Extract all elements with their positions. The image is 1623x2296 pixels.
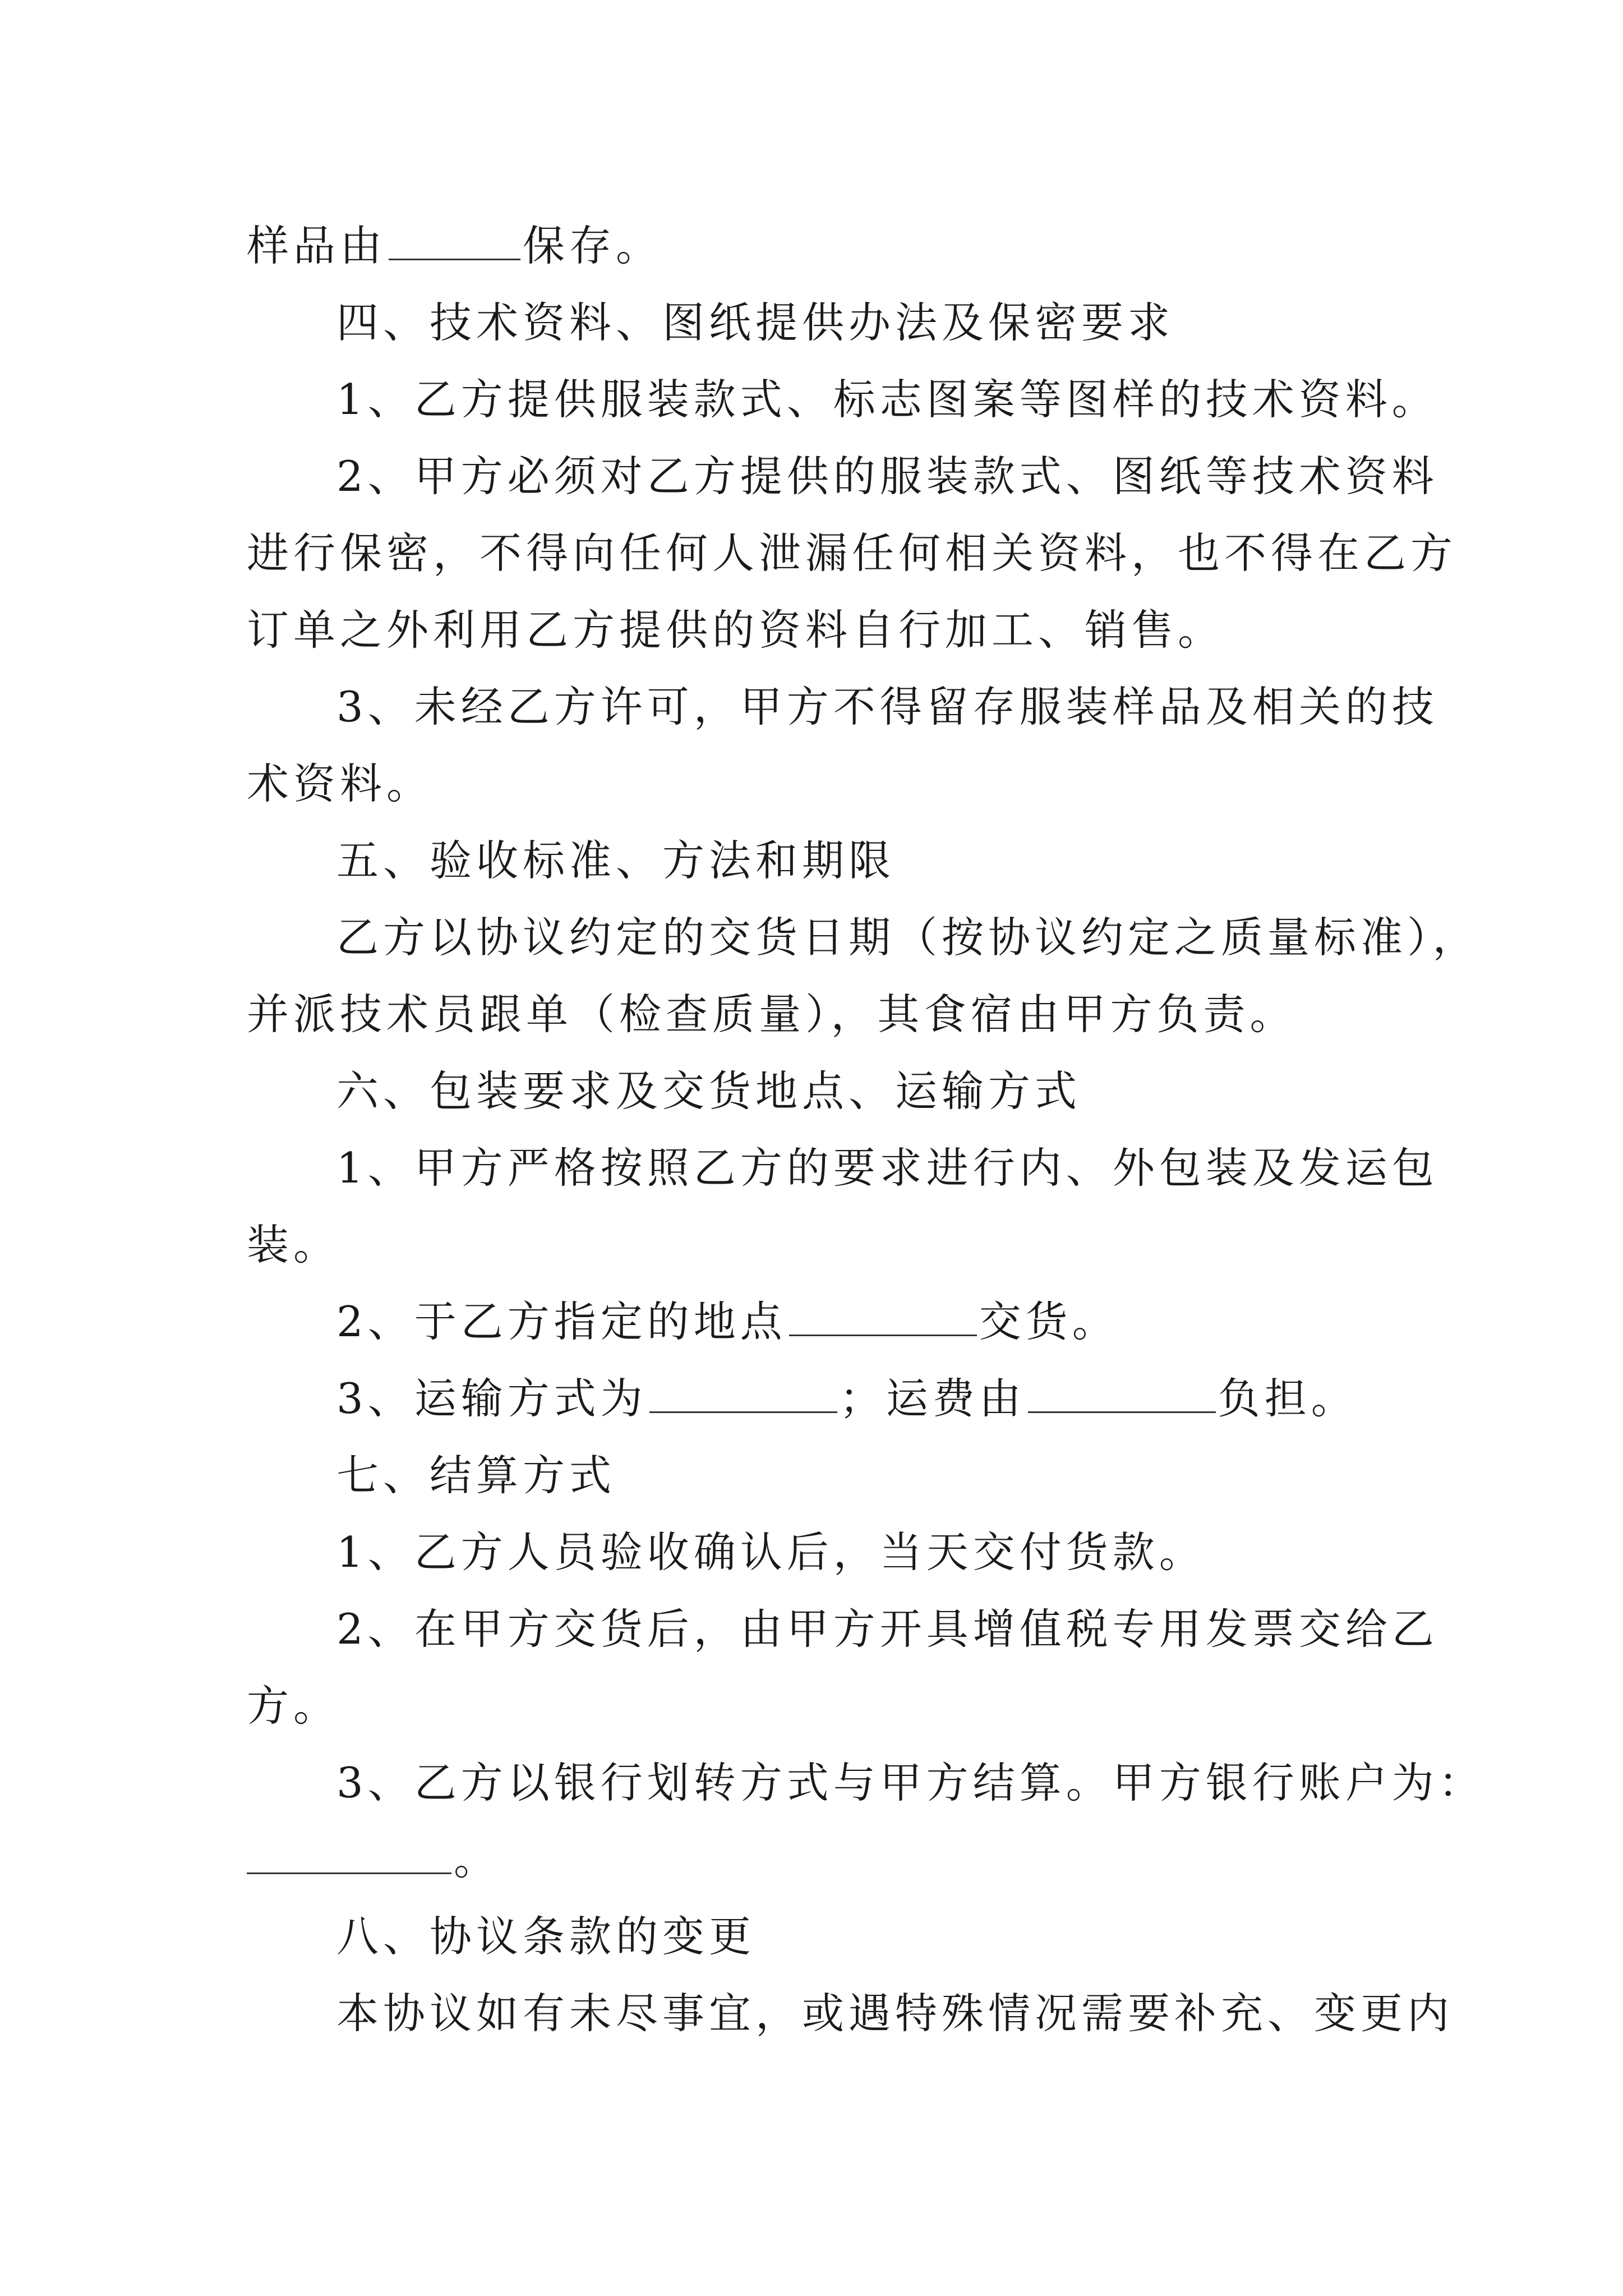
section-heading-8 [247, 1898, 1391, 1975]
paragraph-line [247, 976, 1391, 1053]
section-heading-5 [247, 822, 1391, 899]
paragraph-line [247, 515, 1458, 592]
line-text: ；运费由 [839, 1374, 1026, 1423]
blank-field [389, 220, 520, 260]
heading-text: 六、包装要求及交货地点、运输方式 [336, 1066, 1082, 1116]
paragraph-line [247, 1130, 1438, 1207]
paragraph-line [247, 1745, 1485, 1821]
heading-text: 四、技术资料、图纸提供办法及保密要求 [336, 298, 1175, 347]
line-text: 1、乙方提供服装款式、标志图案等图样的技术资料。 [336, 375, 1438, 424]
line-text: 方。 [247, 1681, 340, 1731]
line-text: 3、乙方以银行划转方式与甲方结算。甲方银行账户为： [336, 1758, 1485, 1807]
paragraph-line [247, 1514, 1391, 1591]
section-heading-4 [247, 284, 1391, 361]
line-text: 装。 [247, 1220, 340, 1269]
blank-field [1028, 1373, 1216, 1413]
line-text: 交货。 [979, 1297, 1119, 1346]
delivery-location-line [247, 1283, 1391, 1360]
paragraph-line [247, 1975, 1454, 2052]
line-text: 3、运输方式为 [336, 1374, 647, 1423]
line-text: 负担。 [1218, 1374, 1358, 1423]
line-text: 保存。 [523, 221, 663, 270]
line-text: 订单之外利用乙方提供的资料自行加工、销售。 [247, 605, 1225, 655]
line-text: 3、未经乙方许可，甲方不得留存服装样品及相关的技 [336, 682, 1438, 731]
line-text: 样品由 [247, 221, 387, 270]
line-text: 并派技术员跟单（检查质量），其食宿由甲方负责。 [247, 990, 1297, 1039]
line-text: 2、甲方必须对乙方提供的服装款式、图纸等技术资料 [336, 452, 1438, 501]
sample-custody-line [247, 208, 1391, 284]
line-text: 术资料。 [247, 759, 434, 808]
paragraph-line [247, 669, 1438, 746]
blank-field [247, 1834, 451, 1874]
paragraph-line [247, 746, 1391, 822]
paragraph-line [247, 1591, 1438, 1668]
blank-field [649, 1373, 837, 1413]
transport-line [247, 1360, 1391, 1437]
line-text: 本协议如有未尽事宜，或遇特殊情况需要补充、变更内 [336, 1989, 1454, 2038]
section-heading-6 [247, 1053, 1391, 1130]
paragraph-line [247, 899, 1479, 976]
heading-text: 七、结算方式 [336, 1451, 616, 1500]
line-text: 进行保密，不得向任何人泄漏任何相关资料，也不得在乙方 [247, 528, 1458, 578]
paragraph-line [247, 1668, 1391, 1745]
heading-text: 八、协议条款的变更 [336, 1912, 756, 1961]
paragraph-line [247, 361, 1438, 438]
paragraph-line [247, 1207, 1391, 1283]
bank-account-line [247, 1821, 1391, 1898]
line-text: 1、乙方人员验收确认后，当天交付货款。 [336, 1527, 1206, 1577]
line-text: 2、于乙方指定的地点 [336, 1297, 787, 1346]
paragraph-line [247, 438, 1438, 515]
contract-text [247, 208, 1485, 2052]
heading-text: 五、验收标准、方法和期限 [336, 836, 896, 885]
paragraph-line [247, 592, 1391, 669]
line-text: 。 [454, 1835, 501, 1884]
section-heading-7 [247, 1437, 1391, 1514]
line-text: 1、甲方严格按照乙方的要求进行内、外包装及发运包 [336, 1143, 1438, 1193]
line-text: 乙方以协议约定的交货日期（按协议约定之质量标准）， [336, 913, 1479, 962]
line-text: 2、在甲方交货后，由甲方开具增值税专用发票交给乙 [336, 1604, 1438, 1654]
blank-field [789, 1296, 977, 1336]
